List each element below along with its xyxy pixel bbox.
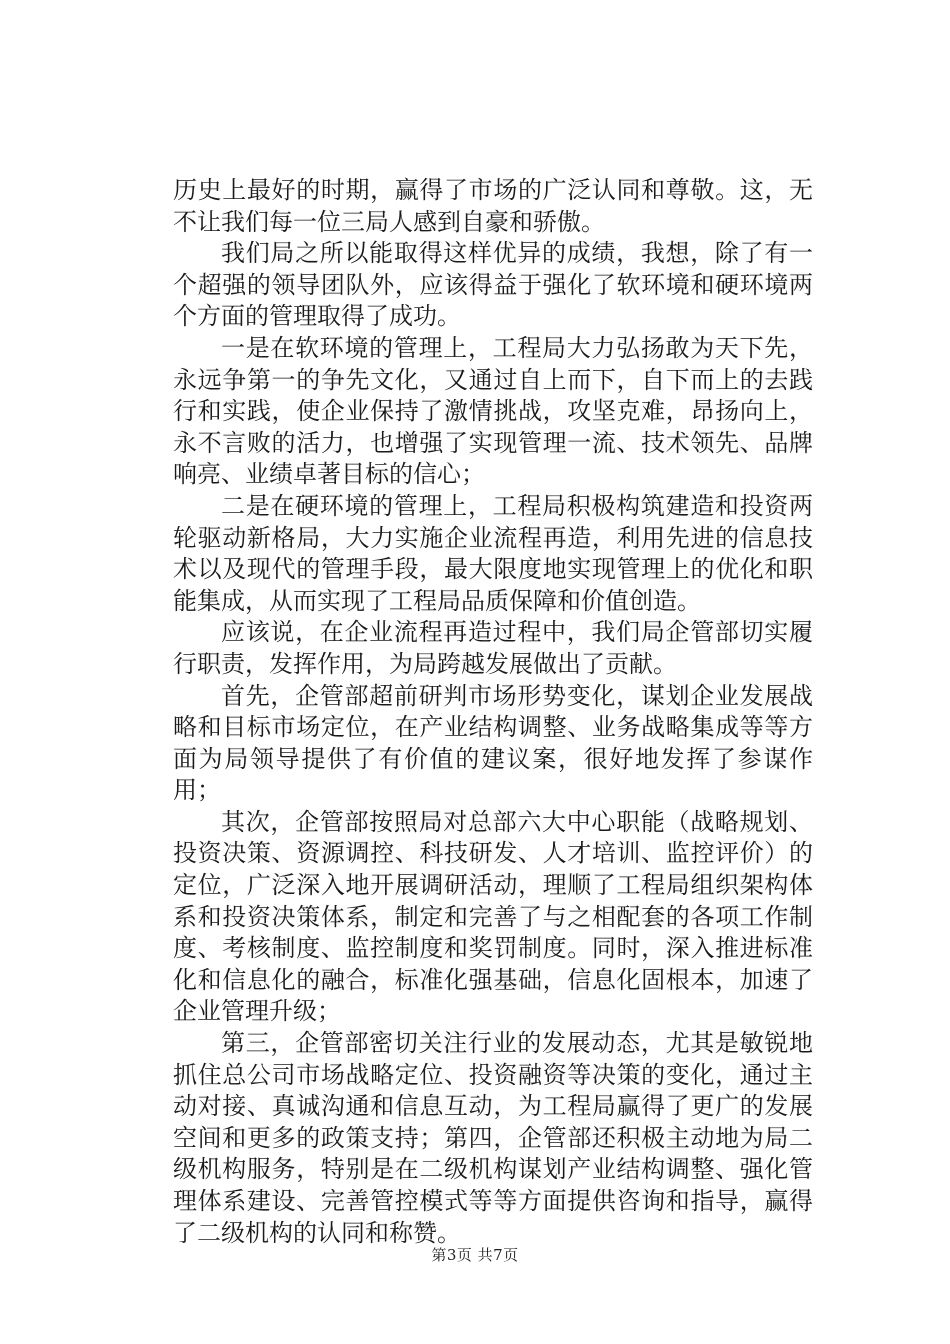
paragraph: 首先，企管部超前研判市场形势变化，谋划企业发展战略和目标市场定位，在产业结构调整、业务战略集成等等方面为局领导提供了有价值的建议案，很好地发挥了参谋作用； xyxy=(173,681,813,805)
document-body xyxy=(173,175,813,1249)
paragraph: 我们局之所以能取得这样优异的成绩，我想，除了有一个超强的领导团队外，应该得益于强化了软环境和硬环境两个方面的管理取得了成功。 xyxy=(173,239,813,331)
paragraph: 第三，企管部密切关注行业的发展动态，尤其是敏锐地抓住总公司市场战略定位、投资融资等决策的变化，通过主动对接、真诚沟通和信息互动，为工程局赢得了更广的发展空间和更多的政策支持；第四，企管部还积极主动地为局二级机构服务，特别是在二级机构谋划产业结构调整、强化管理体系建设、完善管控模式等等方面提供咨询和指导，赢得了二级机构的认同和称赞。 xyxy=(173,1029,813,1247)
paragraph: 应该说，在企业流程再造过程中，我们局企管部切实履行职责，发挥作用，为局跨越发展做出了贡献。 xyxy=(173,618,813,678)
paragraph: 其次，企管部按照局对总部六大中心职能（战略规划、投资决策、资源调控、科技研发、人才培训、监控评价）的定位，广泛深入地开展调研活动，理顺了工程局组织架构体系和投资决策体系，制定和完善了与之相配套的各项工作制度、考核制度、监控制度和奖罚制度。同时，深入推进标准化和信息化的融合，标准化强基础，信息化固根本，加速了企业管理升级； xyxy=(173,807,813,1026)
paragraph: 二是在硬环境的管理上，工程局积极构筑建造和投资两轮驱动新格局，大力实施企业流程再造，利用先进的信息技术以及现代的管理手段，最大限度地实现管理上的优化和职能集成，从而实现了工程局品质保障和价值创造。 xyxy=(173,491,813,615)
paragraph-continuation: 历史上最好的时期，赢得了市场的广泛认同和尊敬。这，无不让我们每一位三局人感到自豪和骄傲。 xyxy=(173,176,813,236)
page-number-footer: 第3页 共7页 xyxy=(431,1246,519,1264)
paragraph: 一是在软环境的管理上，工程局大力弘扬敢为天下先，永远争第一的争先文化，又通过自上而下，自下而上的去践行和实践，使企业保持了激情挑战，攻坚克难，昂扬向上，永不言败的活力，也增强了实现管理一流、技术领先、品牌响亮、业绩卓著目标的信心； xyxy=(173,333,813,489)
